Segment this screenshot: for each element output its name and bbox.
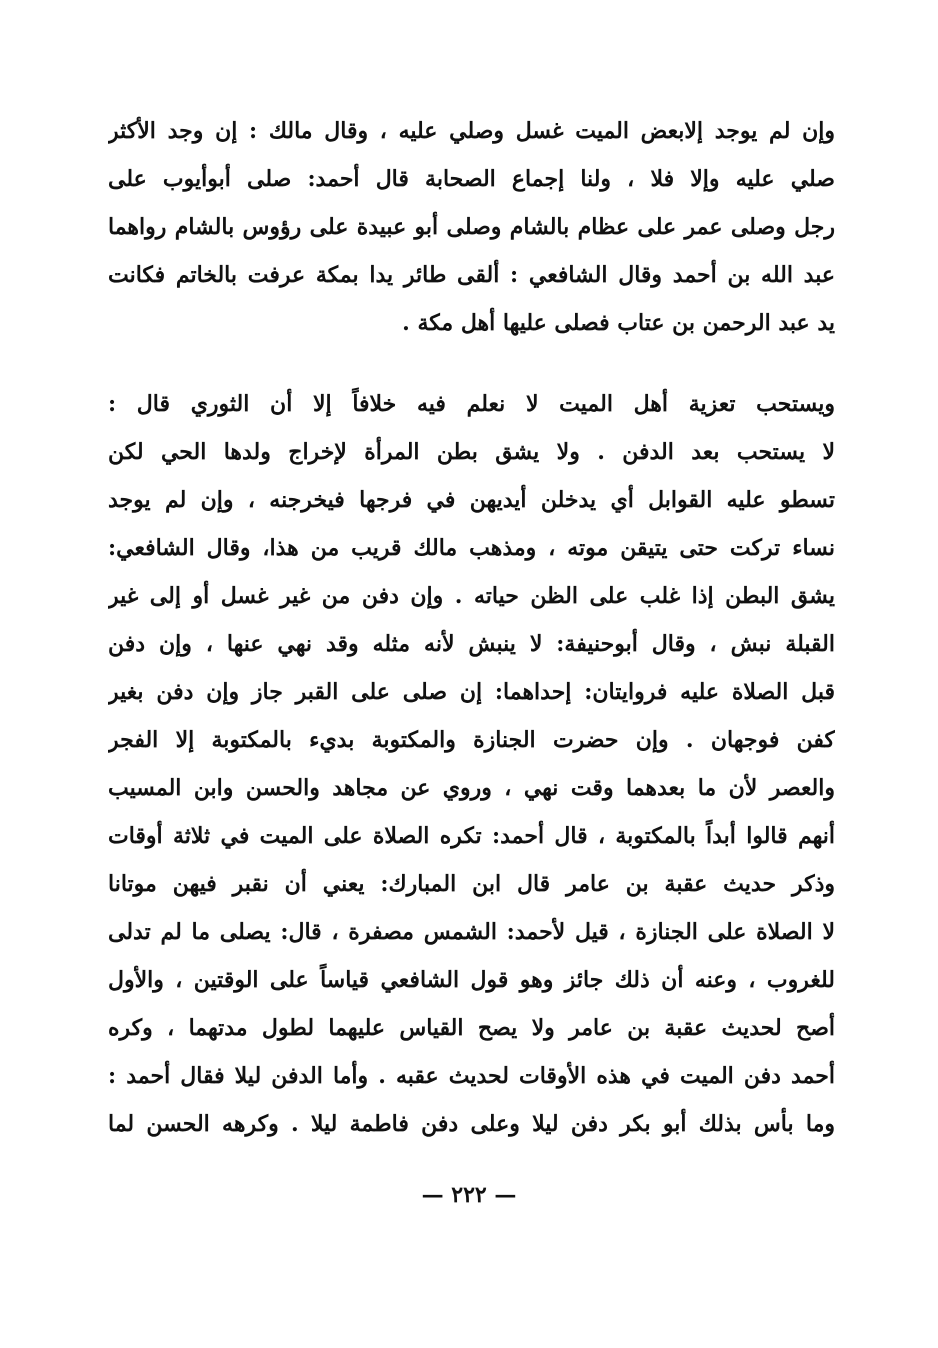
text-line: ويستحب تعزية أهل الميت لا نعلم فيه خلافاً إلا أن الثوري قال : xyxy=(108,391,835,417)
text-line: وإن لم يوجد إلابعض الميت غسل وصلي عليه ، وقال مالك : إن وجد الأكثر xyxy=(108,118,835,144)
paragraph-1 xyxy=(108,107,835,347)
text-line: لا الصلاة على الجنازة ، قيل لأحمد: الشمس مصفرة ، قال: يصلى ما لم تدلى xyxy=(108,919,835,945)
text-line: أنهم قالوا أبداً بالمكتوبة ، قال أحمد: تكره الصلاة على الميت في ثلاثة أوقات xyxy=(108,823,835,849)
text-line: يشق البطن إذا غلب على الظن حياته . وإن دفن من غير غسل أو إلى غير xyxy=(108,583,835,609)
text-line: قبل الصلاة عليه فروايتان: إحداهما: إن صلى على القبر جاز وإن دفن بغير xyxy=(108,679,835,705)
text-line: نساء تركت حتى يتيقن موته ، ومذهب مالك قريب من هذا، وقال الشافعي: xyxy=(108,535,835,561)
text-line: وذكر حديث عقبة بن عامر قال ابن المبارك: يعني أن نقبر فيهن موتانا xyxy=(108,871,835,897)
paragraph-2 xyxy=(108,380,835,1148)
text-line: تسطو عليه القوابل أي يدخلن أيديهن في فرجها فيخرجنه ، وإن لم يوجد xyxy=(108,487,835,513)
text-line: للغروب ، وعنه أن ذلك جائز وهو قول الشافعي قياساً على الوقتين ، والأول xyxy=(108,967,835,993)
text-line: رجل وصلى عمر على عظام بالشام وصلى أبو عبيدة على رؤوس بالشام رواهما xyxy=(108,214,835,240)
page-number: — ٢٢٢ — xyxy=(421,1182,517,1208)
text-line: لا يستحب بعد الدفن . ولا يشق بطن المرأة لإخراج ولدها الحي لكن xyxy=(108,439,835,465)
text-line: يد عبد الرحمن بن عتاب فصلى عليها أهل مكة . xyxy=(402,310,835,336)
text-line: صلي عليه وإلا فلا ، ولنا إجماع الصحابة قال أحمد: صلى أبوأيوب على xyxy=(108,166,835,192)
text-line: أحمد دفن الميت في هذه الأوقات لحديث عقبه . وأما الدفن ليلا فقال أحمد : xyxy=(108,1063,835,1089)
text-line: وما بأس بذلك أبو بكر دفن ليلا وعلى دفن فاطمة ليلا . وكرهه الحسن لما xyxy=(108,1111,835,1137)
text-line: كفن فوجهان . وإن حضرت الجنازة والمكتوبة بديء بالمكتوبة إلا الفجر xyxy=(108,727,835,753)
text-line: عبد الله بن أحمد وقال الشافعي : ألقى طائر يدا بمكة عرفت بالخاتم فكانت xyxy=(108,262,835,288)
text-line: القبلة نبش ، وقال أبوحنيفة: لا ينبش لأنه مثله وقد نهي عنها ، وإن دفن xyxy=(108,631,835,657)
text-line: والعصر لأن ما بعدهما وقت نهي ، وروي عن مجاهد والحسن وابن المسيب xyxy=(108,775,835,801)
text-line: أصح لحديث عقبة بن عامر ولا يصح القياس عليهما لطول مدتهما ، وكره xyxy=(108,1015,835,1041)
